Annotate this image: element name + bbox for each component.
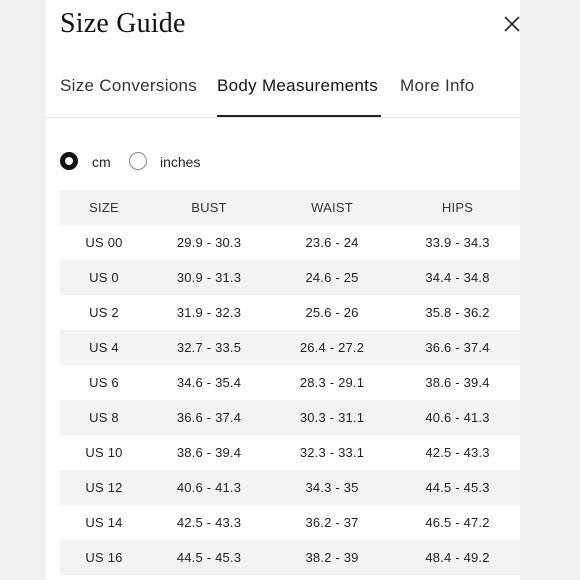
- cell-hips: 33.9 - 34.3: [425, 235, 490, 250]
- cell-size: US 0: [89, 270, 119, 285]
- cell-bust: 44.5 - 45.3: [176, 550, 242, 565]
- cell-size: US 16: [85, 550, 123, 565]
- unit-label-cm: cm: [92, 154, 111, 170]
- cell-bust: 30.9 - 31.3: [176, 270, 242, 285]
- table-row: [60, 260, 521, 295]
- table-row: [60, 540, 521, 575]
- cell-waist: 32.3 - 33.1: [299, 445, 365, 460]
- cell-waist: 38.2 - 39: [305, 550, 359, 565]
- table-row: [60, 470, 521, 505]
- table-row: [60, 330, 521, 365]
- cell-size: US 6: [89, 375, 119, 390]
- cell-hips: 36.6 - 37.4: [425, 340, 490, 355]
- cell-hips: 48.4 - 49.2: [425, 550, 490, 565]
- cell-bust: 38.6 - 39.4: [176, 445, 242, 460]
- cell-waist: 24.6 - 25: [305, 270, 359, 285]
- cell-bust: 34.6 - 35.4: [176, 375, 242, 390]
- cell-hips: 34.4 - 34.8: [425, 270, 490, 285]
- active-tab-indicator: [217, 115, 381, 117]
- header-size: SIZE: [89, 200, 119, 215]
- cell-hips: 35.8 - 36.2: [425, 305, 490, 320]
- table-row: [60, 435, 521, 470]
- close-button[interactable]: [500, 12, 524, 36]
- tabs-divider: [46, 117, 520, 118]
- tab-body-measurements[interactable]: Body Measurements: [217, 76, 379, 95]
- cell-bust: 40.6 - 41.3: [176, 480, 242, 495]
- modal-title: Size Guide: [60, 8, 186, 39]
- cell-bust: 29.9 - 30.3: [176, 235, 242, 250]
- cell-size: US 2: [89, 305, 119, 320]
- header-waist: WAIST: [311, 200, 353, 215]
- cell-size: US 10: [85, 445, 123, 460]
- table-row: [60, 295, 521, 330]
- cell-size: US 4: [89, 340, 119, 355]
- cell-waist: 34.3 - 35: [305, 480, 359, 495]
- tab-more-info[interactable]: More Info: [400, 76, 475, 95]
- table-row: [60, 400, 521, 435]
- cell-bust: 42.5 - 43.3: [176, 515, 242, 530]
- radio-inches[interactable]: [129, 152, 147, 170]
- table-row: [60, 225, 521, 260]
- cell-waist: 36.2 - 37: [305, 515, 359, 530]
- cell-hips: 46.5 - 47.2: [425, 515, 490, 530]
- cell-waist: 30.3 - 31.1: [299, 410, 365, 425]
- cell-waist: 23.6 - 24: [305, 235, 359, 250]
- cell-bust: 31.9 - 32.3: [176, 305, 242, 320]
- cell-hips: 42.5 - 43.3: [425, 445, 490, 460]
- cell-size: US 14: [85, 515, 123, 530]
- cell-waist: 26.4 - 27.2: [299, 340, 365, 355]
- radio-cm[interactable]: [60, 152, 78, 170]
- table-row: [60, 365, 521, 400]
- cell-bust: 32.7 - 33.5: [176, 340, 242, 355]
- cell-size: US 12: [85, 480, 123, 495]
- unit-label-inches: inches: [160, 154, 201, 170]
- cell-size: US 8: [89, 410, 119, 425]
- cell-hips: 40.6 - 41.3: [425, 410, 490, 425]
- table-header-row: [60, 190, 521, 225]
- cell-waist: 28.3 - 29.1: [299, 375, 365, 390]
- cell-size: US 00: [85, 235, 123, 250]
- measurements-table: [60, 190, 521, 575]
- cell-hips: 38.6 - 39.4: [425, 375, 490, 390]
- tab-size-conversions[interactable]: Size Conversions: [60, 76, 198, 95]
- cell-bust: 36.6 - 37.4: [176, 410, 242, 425]
- header-bust: BUST: [191, 200, 227, 215]
- cell-waist: 25.6 - 26: [305, 305, 359, 320]
- cell-hips: 44.5 - 45.3: [425, 480, 490, 495]
- close-icon[interactable]: [500, 12, 524, 36]
- header-hips: HIPS: [441, 200, 474, 215]
- table-row: [60, 505, 521, 540]
